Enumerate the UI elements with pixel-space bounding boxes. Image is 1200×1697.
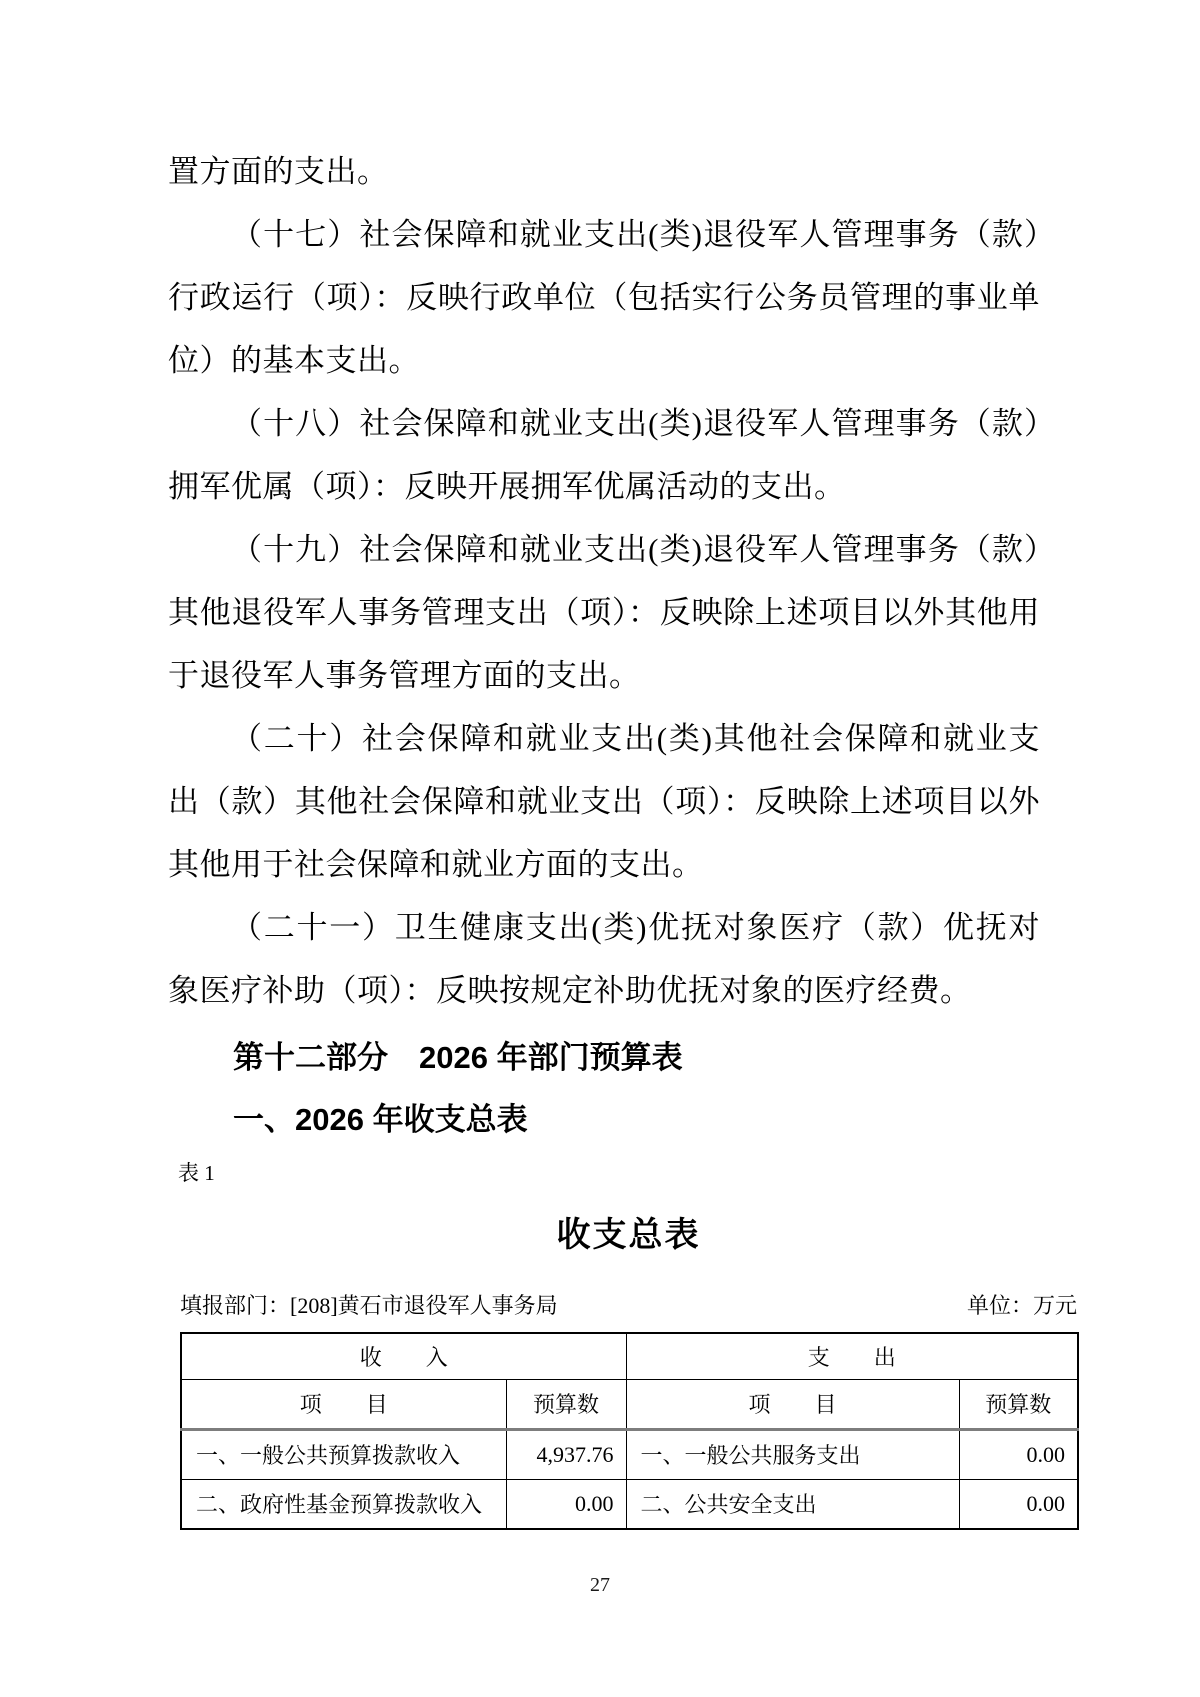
body-paragraph: （十八）社会保障和就业支出(类)退役军人管理事务（款）拥军优属（项）：反映开展拥军优属活动的支出。 xyxy=(168,406,1040,504)
expense-item-cell: 二、公共安全支出 xyxy=(626,1479,959,1529)
body-paragraph: 置方面的支出。 xyxy=(168,154,389,189)
table-row xyxy=(181,1479,1078,1529)
unit-info: 单位：万元 xyxy=(966,1293,1077,1318)
table-meta-row xyxy=(180,1292,1077,1320)
income-item-cell: 一、一般公共预算拨款收入 xyxy=(181,1429,506,1479)
body-paragraph: （十七）社会保障和就业支出(类)退役军人管理事务（款）行政运行（项）：反映行政单位（包括实行公务员管理的事业单位）的基本支出。 xyxy=(168,217,1040,378)
body-paragraph: （二十一）卫生健康支出(类)优抚对象医疗（款）优抚对象医疗补助（项）：反映按规定补助优抚对象的医疗经费。 xyxy=(168,910,1040,1008)
page-number: 27 xyxy=(590,1574,610,1596)
expense-item-header-cell: 项 目 xyxy=(626,1379,959,1429)
body-paragraph: （二十）社会保障和就业支出(类)其他社会保障和就业支出（款）其他社会保障和就业支出（项）：反映除上述项目以外其他用于社会保障和就业方面的支出。 xyxy=(168,721,1040,882)
table-title: 收支总表 xyxy=(556,1216,701,1254)
body-text-block xyxy=(168,140,1040,1022)
income-item-header-cell: 项 目 xyxy=(181,1379,506,1429)
table-group-header-row xyxy=(181,1333,1078,1379)
section-heading: 一、2026 年收支总表 xyxy=(233,1102,528,1137)
income-group-header-cell: 收 入 xyxy=(181,1333,626,1379)
part-heading: 第十二部分 2026 年部门预算表 xyxy=(233,1040,683,1075)
expense-item-cell: 一、一般公共服务支出 xyxy=(626,1429,959,1479)
expense-group-header-cell: 支 出 xyxy=(626,1333,1078,1379)
income-budget-cell: 0.00 xyxy=(506,1479,626,1529)
table-label: 表 1 xyxy=(178,1161,215,1185)
expense-budget-header-cell: 预算数 xyxy=(959,1379,1078,1429)
income-item-cell: 二、政府性基金预算拨款收入 xyxy=(181,1479,506,1529)
body-paragraph: （十九）社会保障和就业支出(类)退役军人管理事务（款）其他退役军人事务管理支出（项）：反映除上述项目以外其他用于退役军人事务管理方面的支出。 xyxy=(168,532,1040,693)
expense-budget-cell: 0.00 xyxy=(959,1429,1078,1479)
budget-summary-table xyxy=(180,1332,1079,1530)
expense-budget-cell: 0.00 xyxy=(959,1479,1078,1529)
table-subheader-row xyxy=(181,1379,1078,1429)
income-budget-header-cell: 预算数 xyxy=(506,1379,626,1429)
department-info: 填报部门：[208]黄石市退役军人事务局 xyxy=(180,1293,558,1318)
table-row xyxy=(181,1429,1078,1479)
income-budget-cell: 4,937.76 xyxy=(506,1429,626,1479)
